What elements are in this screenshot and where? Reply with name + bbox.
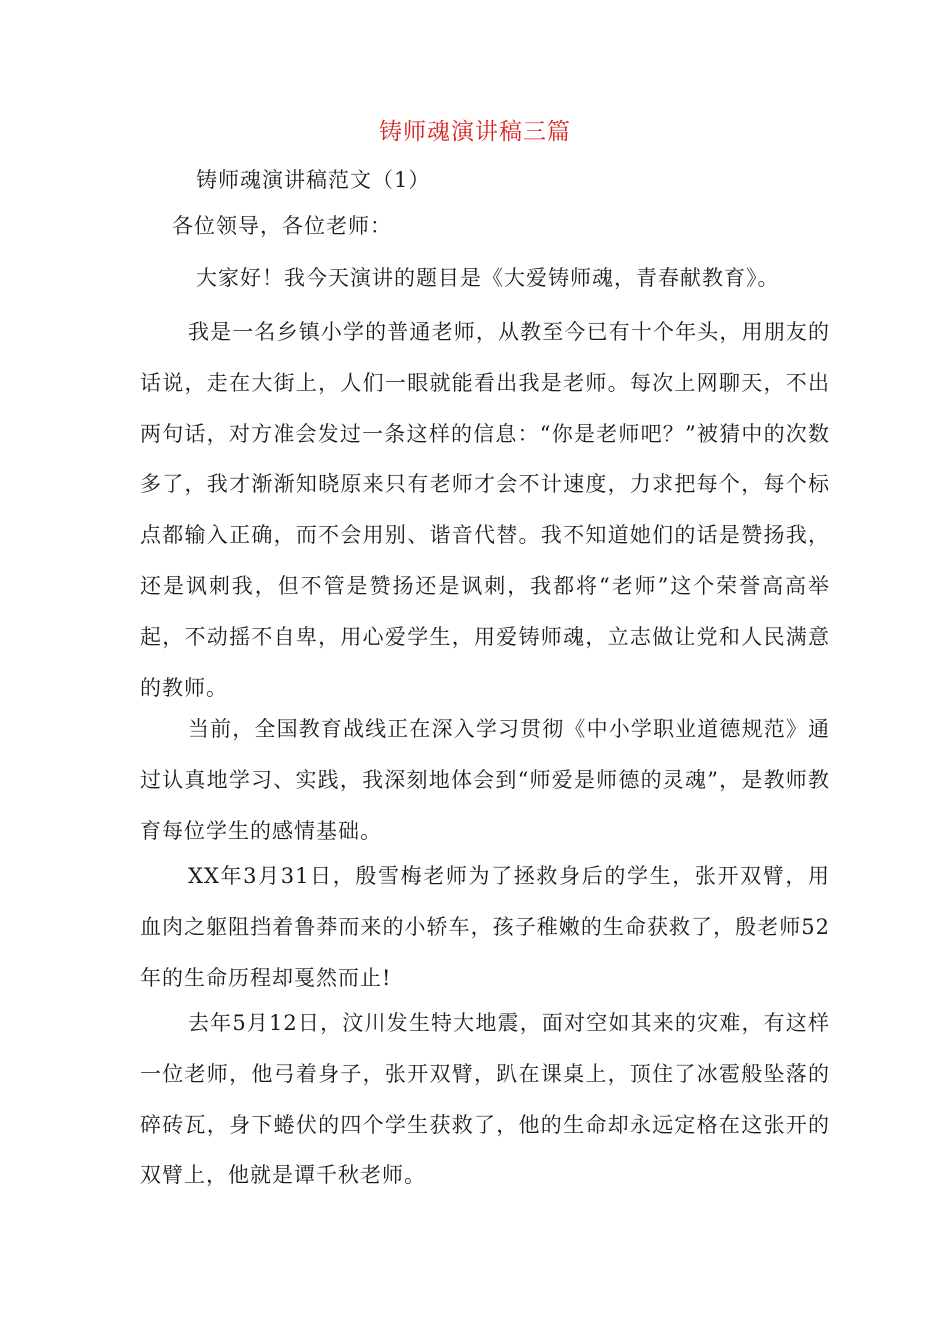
paragraph: 当前，全国教育战线正在深入学习贯彻《中小学职业道德规范》通过认真地学习、实践，我深刻地体会到“师爱是师德的灵魂”，是教师教育每位学生的感情基础。 (140, 717, 830, 843)
speech-subtitle: 铸师魂演讲稿范文（1） (196, 168, 431, 192)
salutation: 各位领导，各位老师： (172, 214, 392, 238)
paragraph: 去年5月12日，汶川发生特大地震，面对空如其来的灾难，有这样一位老师，他弓着身子，张开双臂，趴在课桌上，顶住了冰雹般坠落的碎砖瓦，身下蜷伏的四个学生获救了，他的生命却永远定格在这张开的双臂上，他就是谭千秋老师。 (140, 1011, 830, 1188)
greeting: 大家好！我今天演讲的题目是《大爱铸师魂，青春献教育》。 (196, 266, 780, 290)
paragraph: XX年3月31日，殷雪梅老师为了拯救身后的学生，张开双臂，用血肉之躯阻挡着鲁莽而来的小轿车，孩子稚嫩的生命获救了，殷老师52年的生命历程却戛然而止! (140, 864, 830, 990)
paragraph: 我是一名乡镇小学的普通老师，从教至今已有十个年头，用朋友的话说，走在大街上，人们一眼就能看出我是老师。每次上网聊天，不出两句话，对方准会发过一条这样的信息：“你是老师吧？”被猜中的次数多了，我才渐渐知晓原来只有老师才会不计速度，力求把每个，每个标点都输入正确，而不会用别、谐音代替。我不知道她们的话是赞扬我，还是讽刺我，但不管是赞扬还是讽刺，我都将“老师”这个荣誉高高举起，不动摇不自卑，用心爱学生，用爱铸师魂，立志做让党和人民满意的教师。 (140, 320, 830, 700)
document-title: 铸师魂演讲稿三篇 (379, 119, 571, 145)
